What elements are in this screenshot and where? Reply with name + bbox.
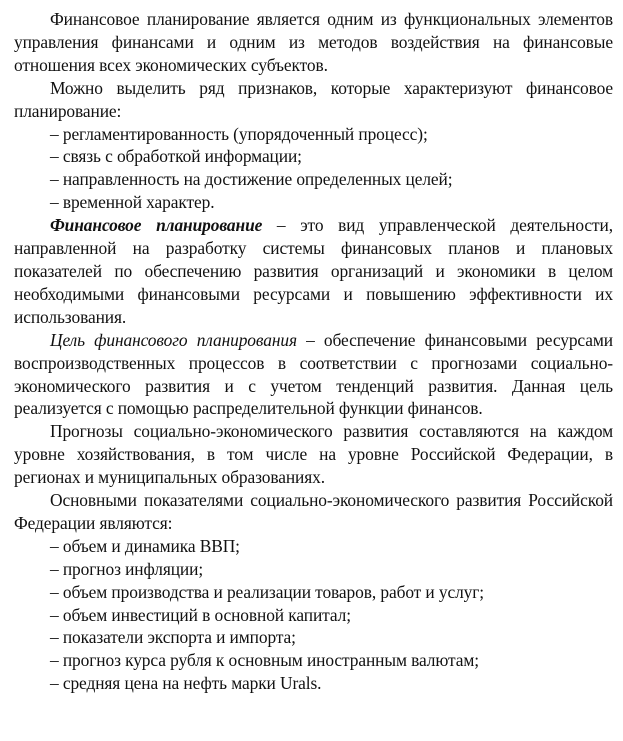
definition-term: Финансовое планирование xyxy=(50,215,263,236)
definition-text: – это вид управленческой деятельности, направленной на разработку системы финансовых планов и плановых показателей по обеспечению развития организаций и экономики в целом необходимыми финансовыми ресурсами и повышению эффективности их использования. xyxy=(14,215,613,327)
list-item: – направленность на достижение определенных целей; xyxy=(50,169,453,190)
paragraph-forecasts: Прогнозы социально-экономического развития составляются на каждом уровне хозяйствования, в том числе на уровне Российской Федерации, в регионах и муниципальных образованиях. xyxy=(14,421,613,488)
indicators-list xyxy=(14,535,613,695)
features-list xyxy=(14,123,613,215)
paragraph-indicators-lead: Основными показателями социально-экономического развития Российской Федерации являются: xyxy=(14,490,613,533)
goal-term: Цель финансового планирования xyxy=(50,329,297,350)
list-item: – объем инвестиций в основной капитал; xyxy=(50,604,351,625)
list-item: – показатели экспорта и импорта; xyxy=(50,627,296,648)
list-item: – прогноз курса рубля к основным иностранным валютам; xyxy=(50,650,479,671)
paragraph-features-lead: Можно выделить ряд признаков, которые характеризуют финансовое планирование: xyxy=(14,77,613,121)
list-item: – объем и динамика ВВП; xyxy=(50,535,240,556)
list-item: – регламентированность (упорядоченный процесс); xyxy=(50,123,428,144)
list-item: – временной характер. xyxy=(50,192,215,213)
goal-text: – обеспечение финансовыми ресурсами воспроизводственных процессов в соответствии с прогнозами социально-экономического развития и с учетом тенденций развития. Данная цель реализуется с помощью распределительной функции финансов. xyxy=(14,329,613,419)
paragraph-definition xyxy=(14,214,613,329)
list-item: – объем производства и реализации товаров, работ и услуг; xyxy=(50,581,485,602)
paragraph-intro: Финансовое планирование является одним из функциональных элементов управления финансами и одним из методов воздействия на финансовые отношения всех экономических субъектов. xyxy=(14,9,613,75)
list-item: – прогноз инфляции; xyxy=(50,558,204,579)
paragraph-goal xyxy=(14,329,613,421)
list-item: – средняя цена на нефть марки Urals. xyxy=(50,673,322,694)
list-item: – связь с обработкой информации; xyxy=(50,146,302,167)
